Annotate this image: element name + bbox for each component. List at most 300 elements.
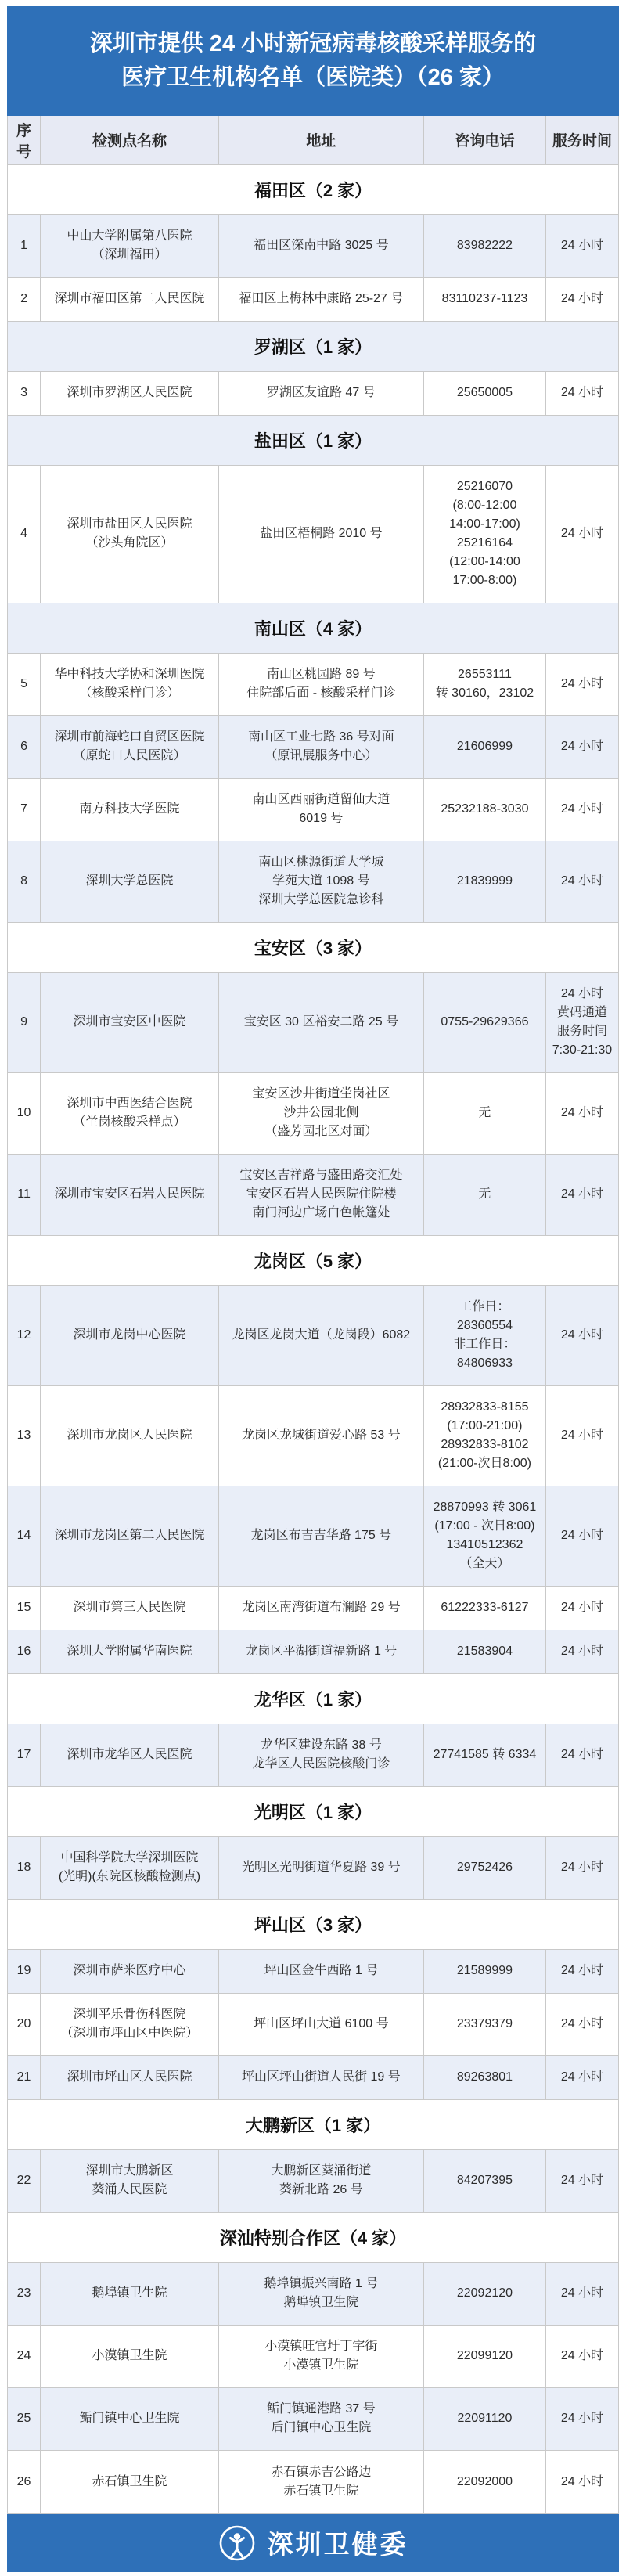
cell-line: 深圳市盐田区人民医院 (67, 517, 192, 531)
cell-time (546, 1073, 618, 1154)
cell-line: 5 (20, 677, 27, 691)
cell-time (546, 2150, 618, 2212)
cell-address (219, 716, 424, 778)
cell-address (219, 278, 424, 321)
cell-line: 24 小时 (560, 2412, 604, 2426)
cell-line: 18 (16, 1861, 31, 1875)
cell-line: 葵新北路 26 号 (279, 2183, 363, 2197)
cell-phone (424, 1994, 546, 2055)
cell-line: 无 (478, 1106, 491, 1120)
cell-line: 深圳市罗湖区人民医院 (67, 386, 192, 400)
cell-line: 28360554 (456, 1319, 513, 1333)
column-header-phone: 咨询电话 (424, 116, 546, 164)
cell-line: 2 (20, 292, 27, 306)
cell-line: 22092120 (456, 2286, 513, 2300)
cell-name (41, 1587, 219, 1630)
cell-line: 24 小时 (560, 1328, 604, 1342)
cell-line: 鹅埠镇振兴南路 1 号 (264, 2277, 379, 2291)
cell-line: 南山区桃园路 89 号 (267, 668, 376, 682)
cell-line: 23 (16, 2286, 31, 2300)
cell-line: 学苑大道 1098 号 (272, 874, 370, 888)
cell-line: 盐田区梧桐路 2010 号 (260, 527, 383, 541)
district-band: 光明区（1 家） (8, 1787, 618, 1837)
cell-line: 龙华区建设东路 38 号 (261, 1738, 382, 1753)
cell-time (546, 1724, 618, 1786)
cell-no (8, 466, 41, 603)
cell-phone (424, 654, 546, 715)
cell-line: 龙岗区龙岗大道（龙岗段）6082 (232, 1328, 411, 1342)
cell-time (546, 841, 618, 922)
cell-line: 28870993 转 3061 (433, 1501, 537, 1515)
cell-line: 24 小时 (560, 2174, 604, 2188)
cell-line: 24 小时 (560, 1964, 604, 1978)
cell-address (219, 779, 424, 841)
cell-name (41, 1630, 219, 1673)
cell-line: 15 (16, 1601, 31, 1615)
cell-line: 7 (20, 802, 27, 816)
cell-time (546, 1286, 618, 1385)
cell-no (8, 973, 41, 1072)
cell-name (41, 654, 219, 715)
cell-line: 24 小时 (560, 2070, 604, 2084)
cell-address (219, 372, 424, 415)
cell-no (8, 1486, 41, 1586)
cell-line: 深圳市宝安区中医院 (73, 1015, 186, 1029)
cell-line: 24 小时 (560, 874, 604, 888)
cell-name (41, 1286, 219, 1385)
cell-line: 赤石镇赤吉公路边 (271, 2465, 372, 2479)
table-row (8, 1286, 618, 1386)
table-row (8, 1837, 618, 1900)
cell-phone (424, 1724, 546, 1786)
district-band: 坪山区（3 家） (8, 1900, 618, 1950)
table-row (8, 1486, 618, 1587)
cell-line: 25232188-3030 (441, 802, 529, 816)
cell-time (546, 2056, 618, 2099)
cell-time (546, 466, 618, 603)
cell-line: 服务时间 (556, 1025, 607, 1039)
hospital-table (7, 116, 619, 2514)
page-title-line1: 深圳市提供 24 小时新冠病毒核酸采样服务的 (89, 31, 537, 56)
cell-line: 深圳市第三人民医院 (73, 1601, 186, 1615)
cell-line: 16 (16, 1645, 31, 1659)
cell-line: 深圳市龙岗中心医院 (73, 1328, 186, 1342)
cell-phone (424, 2451, 546, 2513)
cell-line: 福田区上梅林中康路 25-27 号 (239, 292, 404, 306)
cell-name (41, 1386, 219, 1486)
cell-address (219, 973, 424, 1072)
cell-name (41, 278, 219, 321)
cell-time (546, 1950, 618, 1993)
cell-time (546, 654, 618, 715)
cell-address (219, 2263, 424, 2325)
cell-no (8, 716, 41, 778)
table-row (8, 2388, 618, 2451)
cell-line: 24 小时 (560, 1645, 604, 1659)
cell-line: 宝安区石岩人民医院住院楼 (246, 1187, 397, 1202)
table-row (8, 654, 618, 716)
cell-line: 24 小时 (560, 677, 604, 691)
cell-line: 工作日： (459, 1300, 510, 1314)
table-row (8, 278, 618, 322)
cell-line: 鲘门镇中心卫生院 (79, 2412, 180, 2426)
cell-line: 深圳平乐骨伤科医院 (73, 2008, 186, 2022)
cell-no (8, 372, 41, 415)
cell-line: 13 (16, 1429, 31, 1443)
cell-address (219, 466, 424, 603)
cell-line: 22092000 (456, 2474, 513, 2488)
district-band: 盐田区（1 家） (8, 416, 618, 466)
cell-line: 17 (16, 1748, 31, 1762)
table-row (8, 841, 618, 923)
cell-line: （原讯展服务中心） (264, 749, 378, 763)
column-header-time: 服务时间 (552, 133, 612, 150)
cell-time (546, 2388, 618, 2450)
cell-line: 6 (20, 740, 27, 754)
cell-line: 27741585 转 6334 (433, 1748, 537, 1762)
cell-no (8, 215, 41, 277)
cell-phone (424, 2056, 546, 2099)
cell-line: 深圳市龙岗区人民医院 (67, 1429, 192, 1443)
cell-line: 深圳市前海蛇口自贸区医院 (54, 730, 205, 744)
cell-line: 华中科技大学协和深圳医院 (54, 668, 205, 682)
cell-line: 61222333-6127 (441, 1601, 529, 1615)
cell-no (8, 1073, 41, 1154)
cell-name (41, 2263, 219, 2325)
cell-line: 坪山区坪山街道人民街 19 号 (242, 2070, 401, 2084)
cell-no (8, 2056, 41, 2099)
cell-address (219, 1386, 424, 1486)
cell-name (41, 2388, 219, 2450)
cell-line: 83982222 (456, 239, 513, 253)
cell-phone (424, 1630, 546, 1673)
cell-line: 宝安区吉祥路与盛田路交汇处 (239, 1169, 403, 1183)
cell-no (8, 1587, 41, 1630)
cell-line: （原蛇口人民医院） (73, 749, 186, 763)
cell-line: 20 (16, 2017, 31, 2031)
cell-line: 24 小时 (560, 987, 604, 1001)
table-row (8, 779, 618, 841)
cell-name (41, 1724, 219, 1786)
cell-line: 小漠镇卫生院 (283, 2358, 359, 2372)
cell-time (546, 716, 618, 778)
cell-line: 24 小时 (560, 2017, 604, 2031)
cell-phone (424, 1486, 546, 1586)
cell-line: 深圳市福田区第二人民医院 (54, 292, 205, 306)
cell-line: 25 (16, 2412, 31, 2426)
table-row (8, 1994, 618, 2056)
table-row (8, 1630, 618, 1674)
cell-phone (424, 2263, 546, 2325)
cell-line: 7:30-21:30 (552, 1043, 613, 1057)
cell-line: 21 (16, 2070, 31, 2084)
cell-line: 深圳市萨米医疗中心 (73, 1964, 186, 1978)
cell-line: 南山区桃源街道大学城 (258, 856, 384, 870)
cell-line: 赤石镇卫生院 (92, 2474, 167, 2488)
cell-line: 25650005 (456, 386, 513, 400)
cell-line: (21:00-次日8:00) (437, 1457, 532, 1471)
cell-time (546, 1994, 618, 2055)
cell-line: 后门镇中心卫生院 (271, 2421, 372, 2435)
cell-line: 深圳大学附属华南医院 (67, 1645, 192, 1659)
cell-line: 4 (20, 527, 27, 541)
cell-time (546, 973, 618, 1072)
cell-line: 罗湖区友谊路 47 号 (267, 386, 376, 400)
district-band: 福田区（2 家） (8, 165, 618, 215)
district-band: 龙岗区（5 家） (8, 1236, 618, 1286)
cell-line: 26553111 (458, 668, 512, 682)
cell-line: 24 小时 (560, 292, 604, 306)
cell-name (41, 2451, 219, 2513)
table-body (8, 165, 618, 2513)
cell-address (219, 841, 424, 922)
cell-time (546, 1587, 618, 1630)
table-row (8, 1073, 618, 1155)
cell-line: (17:00 - 次日8:00) (434, 1519, 535, 1533)
cell-line: 24 小时 (560, 740, 604, 754)
table-row (8, 466, 618, 603)
cell-line: 福田区深南中路 3025 号 (254, 239, 389, 253)
cell-name (41, 973, 219, 1072)
cell-line: 宝安区沙井街道坣岗社区 (252, 1087, 390, 1101)
cell-name (41, 779, 219, 841)
cell-line: 葵涌人民医院 (92, 2183, 167, 2197)
cell-line: (12:00-14:00 (449, 555, 520, 569)
cell-line: 24 小时 (560, 1429, 604, 1443)
cell-line: 24 小时 (560, 1187, 604, 1202)
cell-line: 鹅埠镇卫生院 (283, 2296, 359, 2310)
cell-line: 28932833-8155 (441, 1400, 529, 1414)
cell-line: 22 (16, 2174, 31, 2188)
cell-phone (424, 2388, 546, 2450)
cell-address (219, 2150, 424, 2212)
cell-line: 6019 号 (299, 812, 344, 826)
cell-line: 21839999 (456, 874, 513, 888)
cell-line: 25216164 (456, 536, 513, 550)
cell-no (8, 2326, 41, 2387)
cell-no (8, 1386, 41, 1486)
cell-time (546, 1837, 618, 1899)
cell-name (41, 372, 219, 415)
cell-phone (424, 1155, 546, 1235)
cell-line: 南方科技大学医院 (79, 802, 180, 816)
cell-line: 沙井公园北侧 (283, 1106, 359, 1120)
column-header-address: 地址 (219, 116, 424, 164)
cell-no (8, 1286, 41, 1385)
cell-line: 小漠镇旺官圩丁字街 (264, 2340, 378, 2354)
cell-line: 龙岗区平湖街道福新路 1 号 (245, 1645, 398, 1659)
cell-line: (17:00-21:00) (447, 1419, 523, 1433)
cell-line: 宝安区 30 区裕安二路 25 号 (243, 1015, 399, 1029)
cell-address (219, 2388, 424, 2450)
cell-name (41, 1155, 219, 1235)
cell-time (546, 779, 618, 841)
cell-line: 24 小时 (560, 239, 604, 253)
cell-line: (8:00-12:00 (452, 499, 517, 513)
cell-line: 21589999 (456, 1964, 513, 1978)
cell-line: 深圳市中西医结合医院 (67, 1097, 192, 1111)
cell-line: 黄码通道 (556, 1006, 607, 1020)
cell-line: 22091120 (457, 2412, 513, 2426)
cell-no (8, 654, 41, 715)
cell-address (219, 2056, 424, 2099)
cell-phone (424, 1073, 546, 1154)
cell-line: （深圳市坪山区中医院） (60, 2027, 199, 2041)
table-row (8, 2056, 618, 2100)
cell-no (8, 1837, 41, 1899)
cell-line: 龙岗区龙城街道爱心路 53 号 (242, 1429, 401, 1443)
cell-line: 14 (16, 1529, 31, 1543)
cell-line: 29752426 (456, 1861, 513, 1875)
cell-line: 17:00-8:00) (452, 574, 517, 588)
cell-line: 84806933 (456, 1356, 513, 1371)
cell-time (546, 2263, 618, 2325)
cell-line: 鲘门镇通港路 37 号 (267, 2402, 376, 2416)
shenzhen-health-commission-logo-icon (218, 2524, 256, 2562)
table-row (8, 1155, 618, 1236)
table-row (8, 1724, 618, 1787)
district-band: 南山区（4 家） (8, 603, 618, 654)
cell-name (41, 1950, 219, 1993)
cell-line: 0755-29629366 (441, 1015, 529, 1029)
cell-phone (424, 215, 546, 277)
cell-line: 3 (20, 386, 27, 400)
cell-name (41, 716, 219, 778)
cell-name (41, 1073, 219, 1154)
page-title-line2: 医疗卫生机构名单（医院类）（26 家） (121, 64, 505, 90)
cell-line: 22099120 (456, 2349, 513, 2363)
cell-line: 21583904 (456, 1645, 513, 1659)
cell-name (41, 1994, 219, 2055)
cell-address (219, 1286, 424, 1385)
cell-line: 鹅埠镇卫生院 (92, 2286, 167, 2300)
cell-phone (424, 2150, 546, 2212)
cell-line: 深圳市龙岗区第二人民医院 (54, 1529, 205, 1543)
cell-address (219, 1587, 424, 1630)
cell-address (219, 2326, 424, 2387)
cell-line: 24 小时 (560, 2474, 604, 2488)
cell-line: 26 (16, 2474, 31, 2488)
cell-address (219, 1994, 424, 2055)
cell-no (8, 1155, 41, 1235)
cell-line: 深圳市大鹏新区 (85, 2164, 174, 2178)
cell-no (8, 278, 41, 321)
district-band: 龙华区（1 家） (8, 1674, 618, 1724)
cell-line: （沙头角院区） (85, 536, 174, 550)
cell-line: （盛芳园北区对面） (264, 1125, 378, 1139)
table-row (8, 372, 618, 416)
cell-line: 24 (16, 2349, 31, 2363)
cell-line: 14:00-17:00) (449, 517, 520, 531)
cell-address (219, 1073, 424, 1154)
cell-line: 89263801 (456, 2070, 513, 2084)
cell-line: 中国科学院大学深圳医院 (60, 1851, 199, 1865)
cell-line: 深圳大学总医院 (85, 874, 174, 888)
cell-time (546, 1155, 618, 1235)
cell-phone (424, 716, 546, 778)
cell-address (219, 1486, 424, 1586)
cell-phone (424, 841, 546, 922)
cell-line: 无 (478, 1187, 491, 1202)
district-band: 罗湖区（1 家） (8, 322, 618, 372)
cell-phone (424, 466, 546, 603)
cell-phone (424, 1587, 546, 1630)
cell-no (8, 1950, 41, 1993)
table-row (8, 1587, 618, 1630)
cell-line: 深圳市龙华区人民医院 (67, 1748, 192, 1762)
cell-no (8, 2263, 41, 2325)
cell-line: 8 (20, 874, 27, 888)
cell-line: 13410512362 (446, 1538, 523, 1552)
table-row (8, 2150, 618, 2213)
district-band: 深汕特别合作区（4 家） (8, 2213, 618, 2263)
cell-name (41, 2326, 219, 2387)
cell-line: (光明)(东院区核酸检测点) (58, 1870, 201, 1884)
cell-line: 25216070 (456, 480, 513, 494)
cell-time (546, 2451, 618, 2513)
cell-line: 南山区工业七路 36 号对面 (248, 730, 394, 744)
cell-line: 坪山区坪山大道 6100 号 (254, 2017, 389, 2031)
district-band: 大鹏新区（1 家） (8, 2100, 618, 2150)
cell-time (546, 215, 618, 277)
cell-name (41, 2056, 219, 2099)
cell-time (546, 278, 618, 321)
cell-address (219, 1155, 424, 1235)
cell-line: 24 小时 (560, 1601, 604, 1615)
cell-line: 龙岗区南湾街道布澜路 29 号 (242, 1601, 401, 1615)
cell-line: 深圳大学总医院急诊科 (258, 893, 384, 907)
table-row (8, 1386, 618, 1486)
cell-line: 24 小时 (560, 527, 604, 541)
cell-line: 24 小时 (560, 2286, 604, 2300)
table-row (8, 215, 618, 278)
cell-line: 24 小时 (560, 1748, 604, 1762)
cell-line: 住院部后面 - 核酸采样门诊 (246, 686, 396, 701)
cell-line: （坣岗核酸采样点） (73, 1115, 186, 1129)
cell-address (219, 1837, 424, 1899)
table-row (8, 2451, 618, 2513)
cell-line: 28932833-8102 (441, 1438, 529, 1452)
cell-line: 坪山区金牛西路 1 号 (264, 1964, 379, 1978)
cell-line: 南山区西丽街道留仙大道 (252, 793, 390, 807)
cell-name (41, 1486, 219, 1586)
district-band: 宝安区（3 家） (8, 923, 618, 973)
cell-time (546, 2326, 618, 2387)
column-header-name: 检测点名称 (41, 116, 219, 164)
cell-line: 21606999 (456, 740, 513, 754)
cell-address (219, 1724, 424, 1786)
cell-phone (424, 2326, 546, 2387)
cell-line: （核酸采样门诊） (79, 686, 180, 701)
cell-line: 24 小时 (560, 1529, 604, 1543)
cell-line: 11 (17, 1187, 31, 1202)
cell-line: 1 (20, 239, 27, 253)
cell-phone (424, 1837, 546, 1899)
cell-line: 赤石镇卫生院 (283, 2484, 359, 2498)
cell-no (8, 2150, 41, 2212)
cell-line: 9 (20, 1015, 27, 1029)
cell-line: 24 小时 (560, 2349, 604, 2363)
cell-line: 24 小时 (560, 802, 604, 816)
cell-time (546, 372, 618, 415)
cell-line: 24 小时 (560, 1861, 604, 1875)
cell-phone (424, 278, 546, 321)
column-header-no: 序号 (8, 116, 41, 164)
table-header-row (8, 116, 618, 165)
cell-address (219, 1950, 424, 1993)
cell-phone (424, 1950, 546, 1993)
cell-line: 84207395 (456, 2174, 513, 2188)
